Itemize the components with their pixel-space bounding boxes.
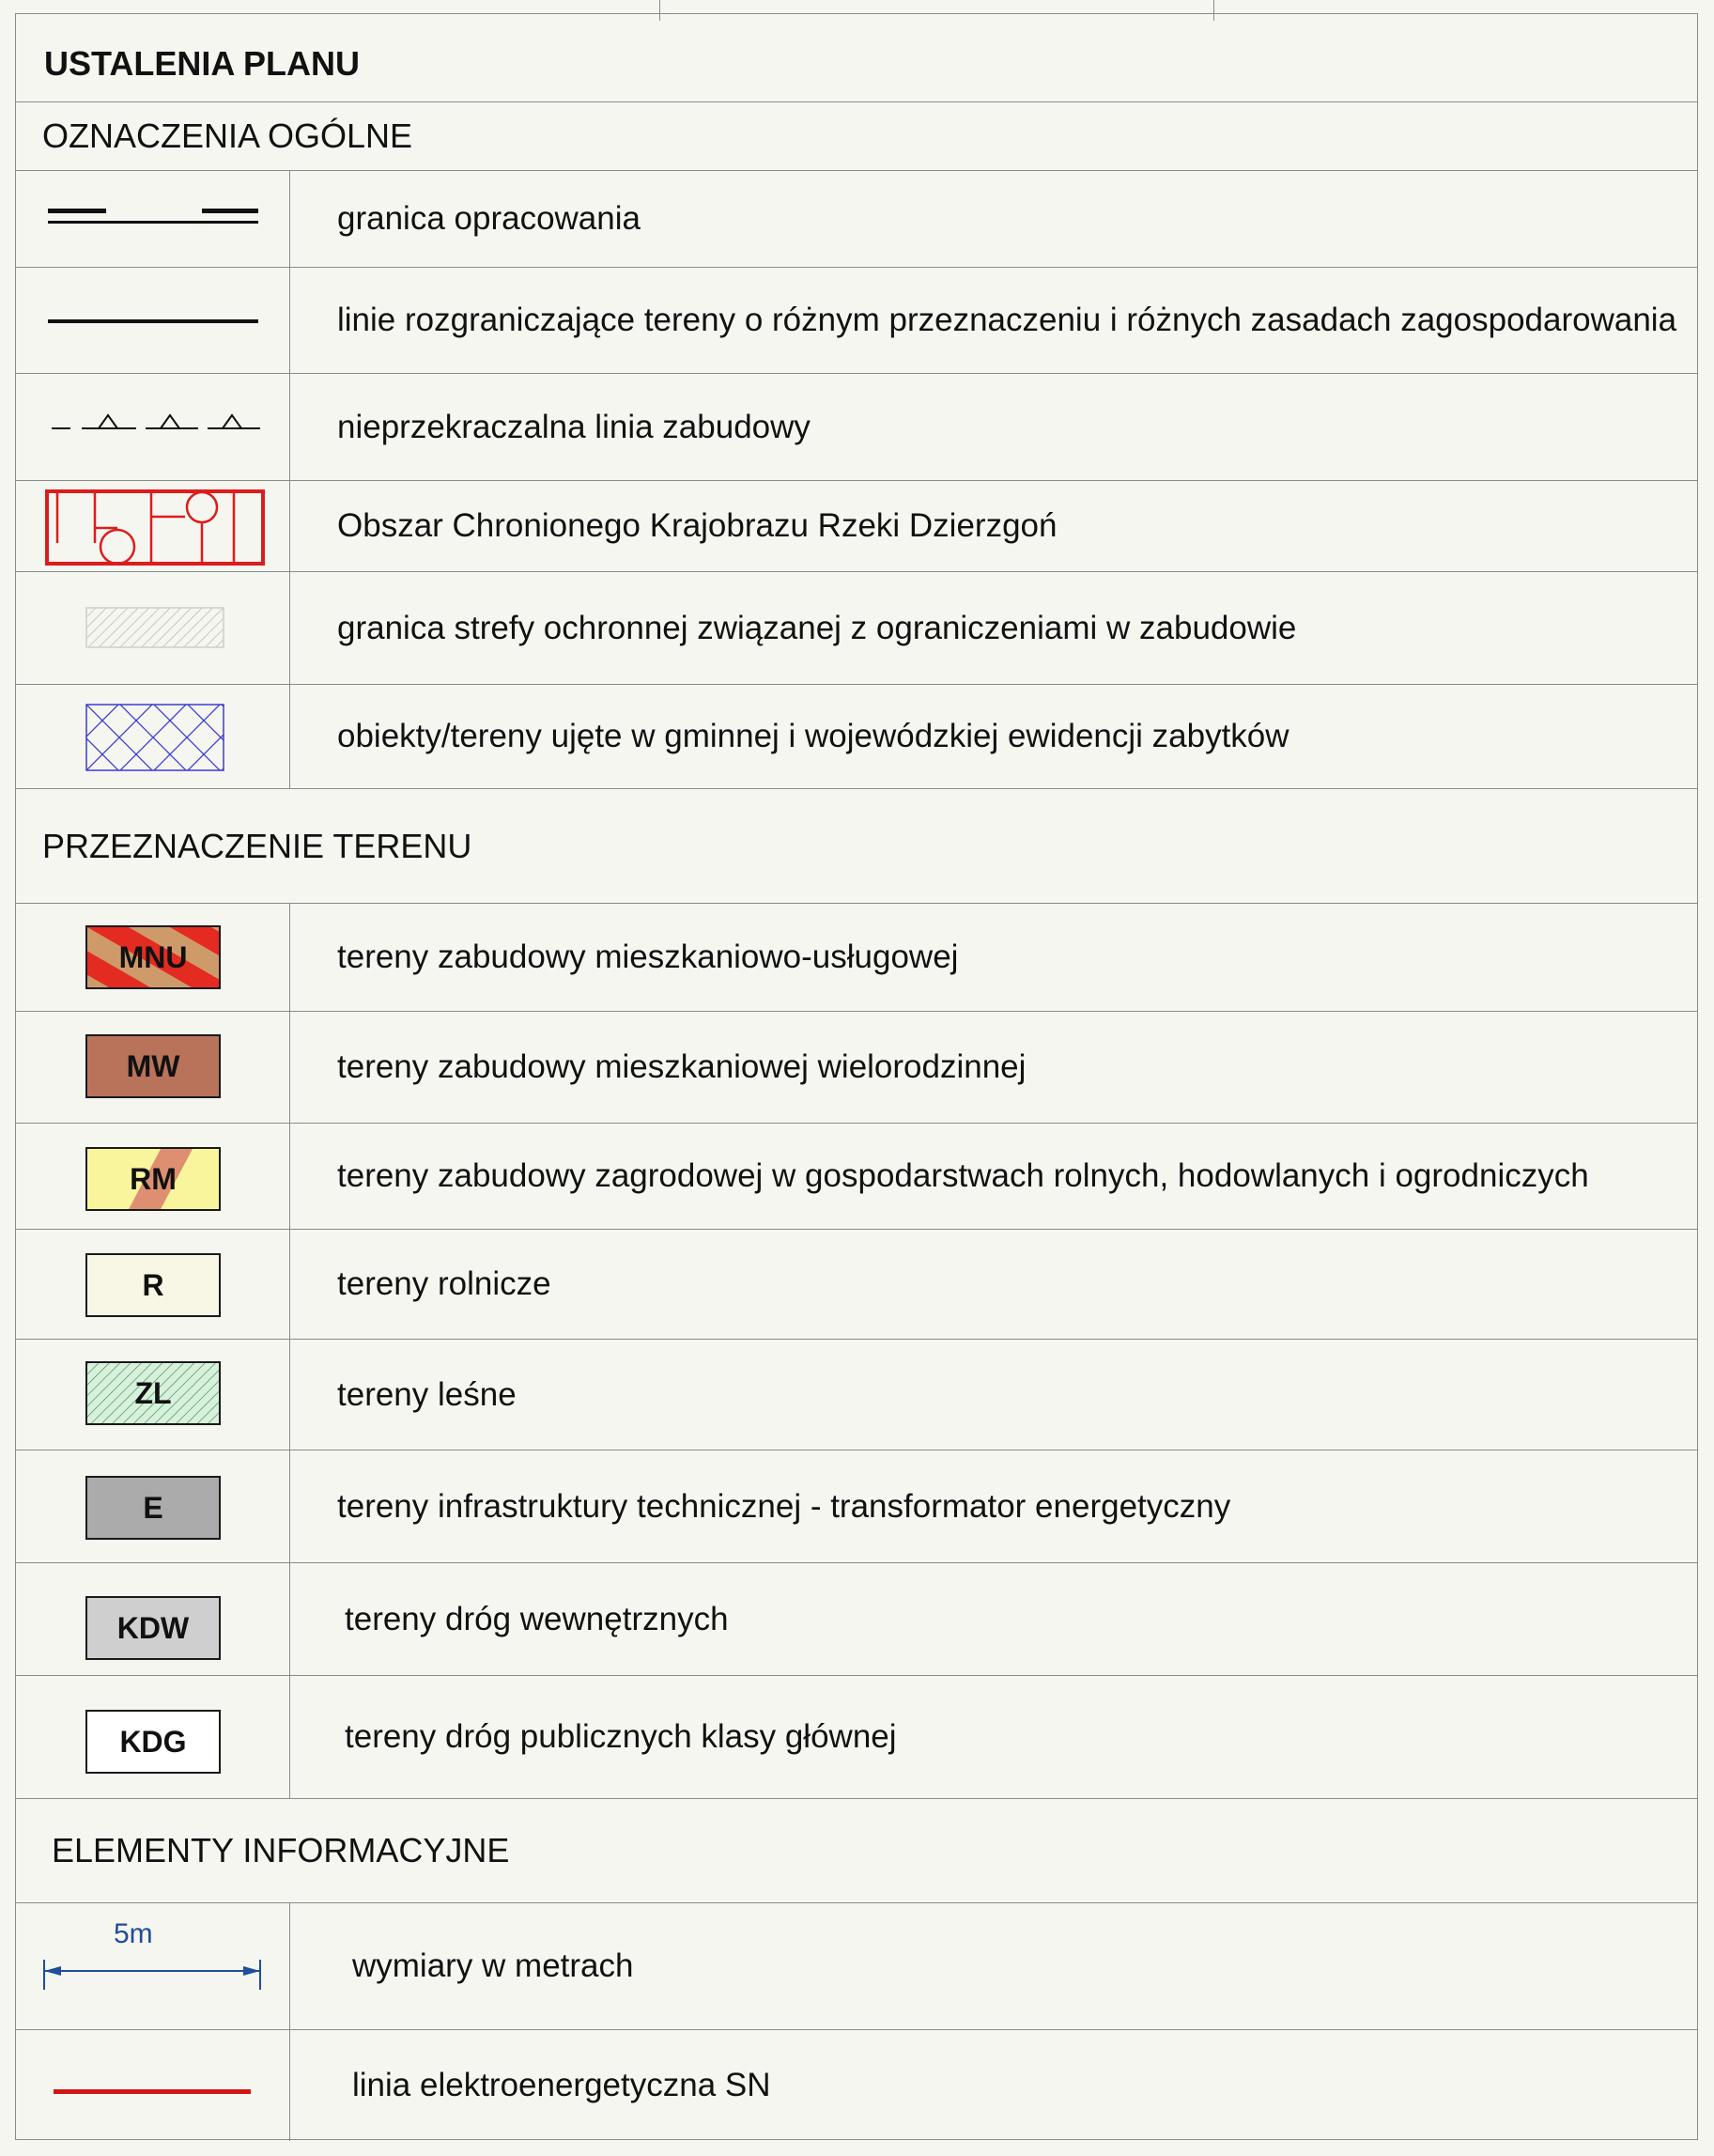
legend-symbol-cell [16, 1124, 290, 1229]
zone-swatch-rm [85, 1147, 221, 1211]
legend-row-e [16, 1450, 1697, 1563]
legend-description: granica strefy ochronnej związanej z ograniczeniami w zabudowie [337, 609, 1297, 646]
legend-symbol-cell [16, 374, 290, 480]
dashed-double-line-icon [48, 205, 258, 233]
legend-description: tereny zabudowy mieszkaniowej wielorodzinnej [337, 1048, 1027, 1085]
zone-swatch-kdg [85, 1710, 221, 1774]
legend-description: linia elektroenergetyczna SN [352, 2067, 771, 2103]
zone-code: E [143, 1490, 163, 1525]
zone-code: MW [126, 1048, 180, 1083]
legend-symbol-cell [16, 171, 290, 267]
zone-code: MNU [118, 939, 188, 974]
legend-symbol-cell [16, 268, 290, 373]
legend-row-rm [16, 1124, 1697, 1230]
section-title-info: ELEMENTY INFORMACYJNE [52, 1831, 510, 1869]
zone-code: KDW [116, 1610, 190, 1645]
section-title-general: OZNACZENIA OGÓLNE [42, 116, 413, 155]
legend-row-mw [16, 1012, 1697, 1124]
legend-description: linie rozgraniczające tereny o różnym przeznaczeniu i różnych zasadach zagospodarowania [337, 302, 1677, 338]
legend-symbol-cell [16, 481, 290, 571]
legend-symbol-cell [16, 904, 290, 1011]
legend-row-strefa-ochronna [16, 572, 1697, 685]
legend-symbol-cell [16, 1903, 290, 2029]
legend-row-linia-zabudowy [16, 374, 1697, 481]
legend-symbol-cell [16, 1563, 290, 1675]
section-header-land-use [16, 789, 1697, 904]
legend-title-row [16, 14, 1697, 102]
zone-swatch-zl [85, 1361, 221, 1425]
legend-row-linie-rozgraniczajace [16, 268, 1697, 374]
legend-description: tereny dróg publicznych klasy głównej [345, 1718, 897, 1755]
hatched-zone-icon [85, 607, 224, 648]
solid-line-icon [48, 317, 258, 326]
legend-description: wymiary w metrach [352, 1947, 634, 1984]
legend-description: granica opracowania [337, 200, 641, 237]
zone-swatch-mw [85, 1034, 221, 1098]
legend-symbol-cell [16, 685, 290, 788]
zone-code: R [142, 1267, 164, 1302]
legend-row-mnu [16, 904, 1697, 1012]
section-header-info [16, 1799, 1697, 1903]
legend-description: tereny zabudowy zagrodowej w gospodarstwach rolnych, hodowlanych i ogrodniczych [337, 1157, 1589, 1194]
legend-description: obiekty/tereny ujęte w gminnej i wojewódzkiej ewidencji zabytków [337, 718, 1289, 754]
zone-swatch-mnu [85, 925, 221, 989]
legend-row-wymiary [16, 1903, 1697, 2030]
legend-row-linia-sn [16, 2030, 1697, 2141]
dimension-label: 5m [114, 1918, 153, 1949]
legend-symbol-cell [16, 1230, 290, 1339]
zone-swatch-kdw [85, 1596, 221, 1660]
legend-row-zl [16, 1340, 1697, 1450]
legend-table [15, 13, 1698, 2140]
dimension-arrow-icon [40, 1958, 264, 1992]
crosshatch-heritage-icon [85, 704, 224, 771]
legend-symbol-cell [16, 1012, 290, 1123]
legend-symbol-cell [16, 1340, 290, 1450]
legend-row-r [16, 1230, 1697, 1340]
legend-description: tereny rolnicze [337, 1265, 551, 1302]
legend-title: USTALENIA PLANU [44, 43, 360, 83]
building-line-icon [52, 410, 260, 438]
legend-description: tereny dróg wewnętrznych [345, 1600, 729, 1637]
zone-code: KDG [119, 1724, 187, 1759]
zone-swatch-e [85, 1476, 221, 1540]
legend-description: Obszar Chronionego Krajobrazu Rzeki Dzierzgoń [337, 507, 1058, 544]
legend-symbol-cell [16, 1676, 290, 1798]
legend-row-ewidencja-zabytkow [16, 685, 1697, 789]
section-title-land-use: PRZEZNACZENIE TERENU [42, 826, 472, 865]
protected-landscape-icon [44, 489, 266, 567]
legend-row-kdg [16, 1676, 1697, 1799]
legend-description: nieprzekraczalna linia zabudowy [337, 408, 811, 445]
legend-row-kdw [16, 1563, 1697, 1676]
legend-symbol-cell [16, 1450, 290, 1562]
legend-description: tereny infrastruktury technicznej - transformator energetyczny [337, 1487, 1231, 1525]
zone-code: ZL [134, 1375, 172, 1410]
legend-row-obszar-chronionego-krajobrazu [16, 481, 1697, 572]
legend-description: tereny leśne [337, 1375, 517, 1413]
zone-swatch-r [85, 1253, 221, 1317]
legend-symbol-cell [16, 2030, 290, 2141]
red-line-icon [54, 2087, 251, 2097]
legend-symbol-cell [16, 572, 290, 684]
legend-row-granica-opracowania [16, 171, 1697, 268]
zone-code: RM [130, 1161, 177, 1196]
section-header-general [16, 102, 1697, 171]
legend-description: tereny zabudowy mieszkaniowo-usługowej [337, 938, 959, 975]
